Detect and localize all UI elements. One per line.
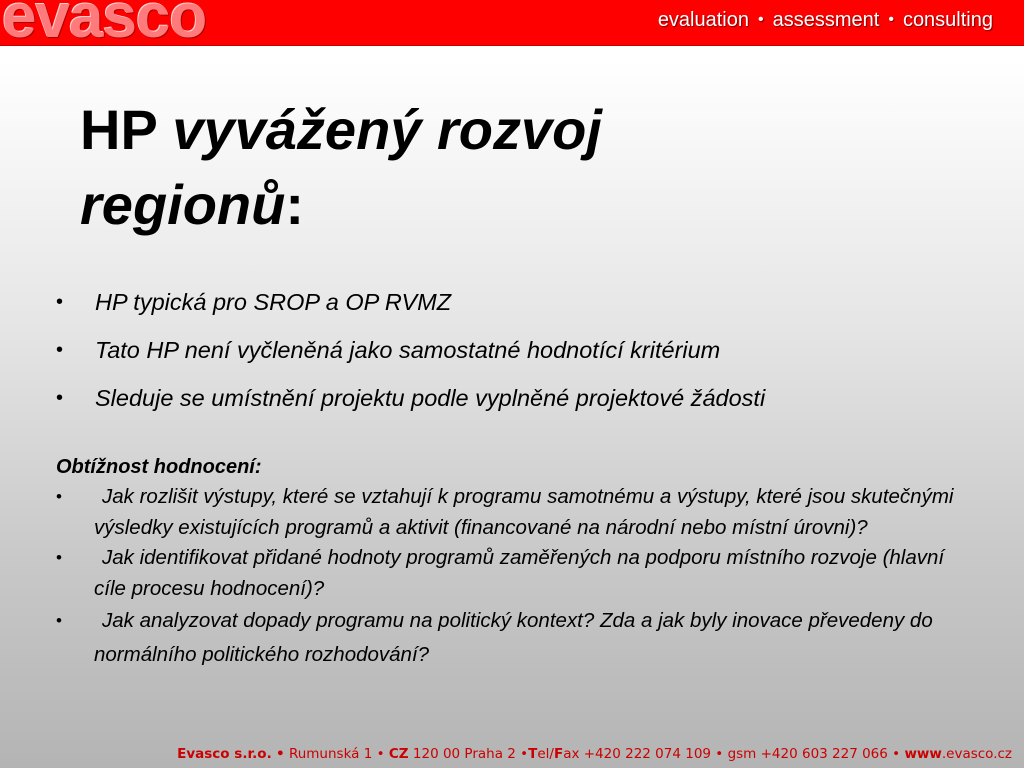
bullet-icon: • (56, 548, 62, 567)
question-list (56, 482, 956, 672)
bullet-text: HP typická pro SROP a OP RVMZ (95, 289, 452, 315)
bullet-icon: • (56, 339, 64, 361)
footer-fax-f: F (553, 746, 564, 762)
bullet-text: Sleduje se umístnění projektu podle vyplněné projektové žádosti (95, 385, 766, 411)
slide-title (80, 92, 780, 242)
footer-city: 120 00 Praha 2 (412, 746, 516, 762)
evasco-logo: evasco (2, 0, 207, 51)
tagline-consulting: consulting (902, 9, 993, 31)
tagline-evaluation: evaluation (657, 9, 749, 31)
bullet-icon: • (56, 387, 64, 409)
list-item (56, 604, 956, 672)
bullet-icon: • (56, 487, 62, 506)
footer-company: Evasco s.r.o. (177, 746, 272, 762)
title-italic: vyvážený rozvoj regionů (80, 98, 602, 236)
footer-web-bold: www (904, 746, 942, 762)
title-suffix: : (285, 173, 304, 236)
bullet-icon: • (56, 291, 64, 313)
footer-web: .evasco.cz (941, 746, 1012, 762)
list-item (56, 482, 956, 543)
bullet-text: Tato HP není vyčleněná jako samostatné hodnotící kritérium (95, 337, 721, 363)
tagline-assessment: assessment (772, 9, 880, 31)
list-item (56, 331, 996, 379)
footer-separator: • (892, 746, 901, 762)
footer-fax: ax +420 222 074 109 (563, 746, 711, 762)
footer-separator: • (520, 746, 529, 762)
question-text: Jak rozlišit výstupy, které se vztahují k programu samotnému a výstupy, které jsou skutečnými výsledky existujících programů a aktivit (financované na národní nebo místní úrovni)? (94, 485, 954, 539)
main-bullet-list (56, 283, 996, 427)
question-text: Jak identifikovat přidané hodnoty programů zaměřených na podporu místního rozvoje (hlavní cíle procesu hodnocení)? (94, 546, 945, 600)
footer-separator: • (715, 746, 724, 762)
list-item (56, 543, 956, 604)
question-text: Jak analyzovat dopady programu na politický kontext? Zda a jak byly inovace převedeny do normálního politického rozhodování? (94, 609, 933, 666)
tagline (658, 8, 993, 32)
footer-gsm: gsm +420 603 227 066 (727, 746, 888, 762)
footer-separator: • (376, 746, 385, 762)
footer-street: Rumunská 1 (288, 746, 373, 762)
bullet-icon: • (56, 611, 62, 630)
tagline-separator: • (758, 11, 764, 28)
footer-contact (177, 745, 1012, 763)
footer-tel-rest: el/ (537, 746, 554, 762)
list-item (56, 379, 996, 427)
footer-tel-t: T (528, 746, 538, 762)
difficulty-heading: Obtížnost hodnocení: (56, 456, 262, 478)
header-banner (0, 0, 1024, 51)
title-prefix: HP (80, 98, 173, 161)
footer-separator: • (276, 746, 285, 762)
list-item (56, 283, 996, 331)
footer-country: CZ (388, 746, 409, 762)
tagline-separator: • (888, 11, 894, 28)
